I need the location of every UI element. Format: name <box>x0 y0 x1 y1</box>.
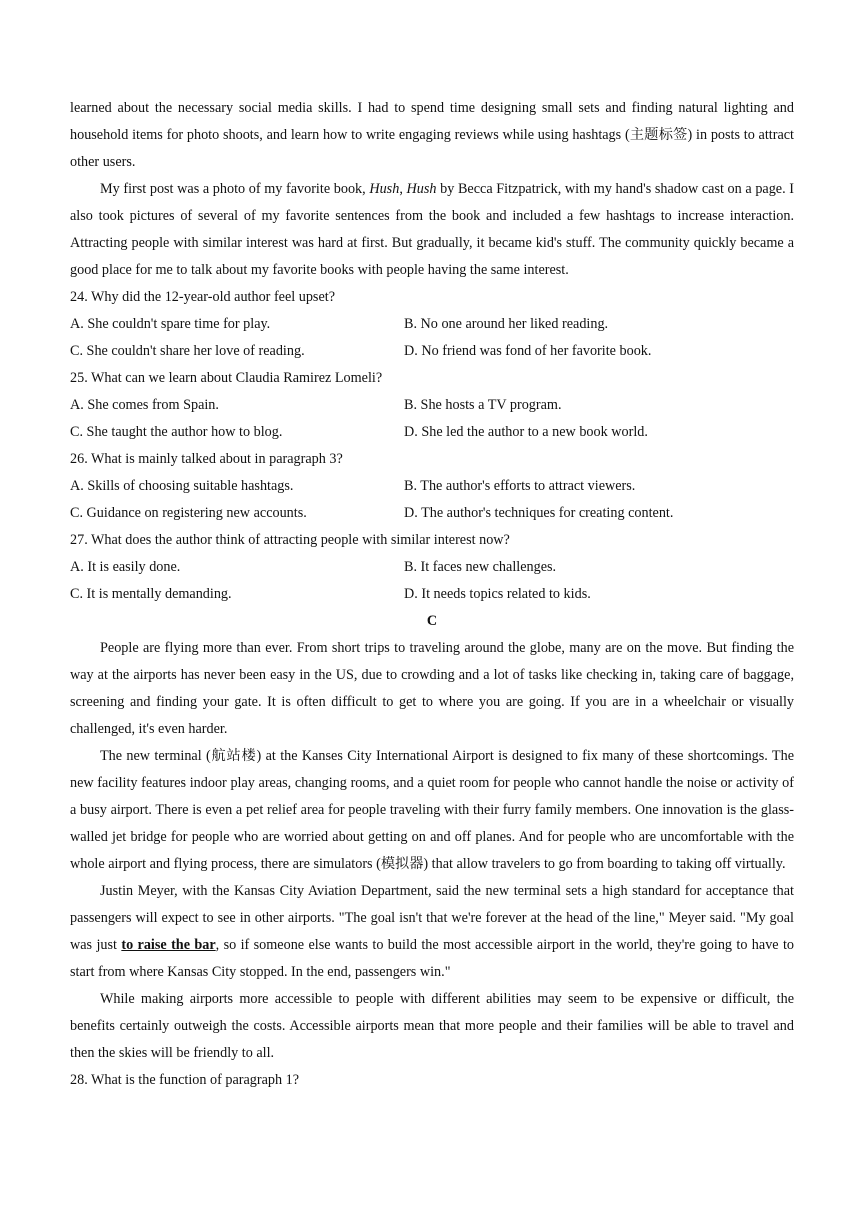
options-row <box>70 473 794 500</box>
question-block <box>70 446 794 527</box>
options-row <box>70 419 794 446</box>
option-a: A. Skills of choosing suitable hashtags. <box>70 478 294 494</box>
text-run: My first post was a photo of my favorite book, <box>100 181 370 197</box>
paragraph-skills-end: learned about the necessary social media skills. I had to spend time designing small sets and finding natural lighting and household items for photo shoots, and learn how to write engaging reviews while using hashtags (主题标签) in posts to attract other users. <box>70 100 794 170</box>
option-d: D. The author's techniques for creating content. <box>404 505 674 521</box>
question-stem: 28. What is the function of paragraph 1? <box>70 1072 300 1088</box>
book-title-italic: Hush <box>406 181 437 197</box>
options-row <box>70 392 794 419</box>
option-b: B. It faces new challenges. <box>404 559 557 575</box>
option-a: A. It is easily done. <box>70 559 181 575</box>
paragraph-first-post <box>70 176 794 284</box>
option-a: A. She couldn't spare time for play. <box>70 316 271 332</box>
question-block <box>70 527 794 608</box>
paragraph-new-terminal: The new terminal (航站楼) at the Kanses City International Airport is designed to fix many of these shortcomings. The new facility features indoor play areas, changing rooms, and a quiet room for people who cannot handle the noise or activity of a busy airport. There is even a pet relief area for people traveling with their furry family members. One innovation is the glass-walled jet bridge for people who are worried about getting on and off planes. And for people who are uncomfortable with the whole airport and flying process, there are simulators (模拟器) that allow travelers to go from boarding to taking off virtually. <box>70 748 794 872</box>
options-row <box>70 338 794 365</box>
option-d: D. No friend was fond of her favorite book. <box>404 343 652 359</box>
text-run: by Becca Fitzpatrick, with my hand's shadow cast on a page. I also took pictures of several of my favorite sentences from the book and included a few hashtags to increase interaction. Attracting people with similar interest was hard at first. But gradually, it became kid's stuff. The community quickly became a good place for me to talk about my favorite books with people having the same interest. <box>70 181 795 278</box>
underlined-phrase: to raise the bar <box>121 937 216 953</box>
question-stem: 27. What does the author think of attracting people with similar interest now? <box>70 532 510 548</box>
options-row <box>70 311 794 338</box>
option-c: C. It is mentally demanding. <box>70 586 232 602</box>
options-row <box>70 500 794 527</box>
option-c: C. Guidance on registering new accounts. <box>70 505 307 521</box>
text-run: Justin Meyer, with the Kansas City Aviation Department, said the new terminal sets a high standard for acceptance that passengers will expect to see in other airports. "The goal isn't that we're forever at the head of the line," Meyer said. "My goal was just <box>70 883 794 953</box>
option-d: D. It needs topics related to kids. <box>404 586 591 602</box>
question-block <box>70 365 794 446</box>
text-run: , <box>399 181 407 197</box>
question-stem: 25. What can we learn about Claudia Ramirez Lomeli? <box>70 370 383 386</box>
option-b: B. No one around her liked reading. <box>404 316 609 332</box>
section-heading: C <box>426 613 438 629</box>
paragraph-justin-meyer <box>70 878 794 986</box>
option-b: B. She hosts a TV program. <box>404 397 562 413</box>
book-title-italic: Hush <box>369 181 400 197</box>
options-row <box>70 581 794 608</box>
paragraph-benefits: While making airports more accessible to people with different abilities may seem to be expensive or difficult, the benefits certainly outweigh the costs. Accessible airports mean that more people and their families will be able to travel and then the skies will be friendly to all. <box>70 991 794 1061</box>
question-stem: 26. What is mainly talked about in paragraph 3? <box>70 451 343 467</box>
option-d: D. She led the author to a new book world. <box>404 424 648 440</box>
paragraph-airports-intro: People are flying more than ever. From short trips to traveling around the globe, many are on the move. But finding the way at the airports has never been easy in the US, due to crowding and a lot of tasks like checking in, taking care of baggage, screening and finding your gate. It is often difficult to get to where you are going. If you are in a wheelchair or visually challenged, it's even harder. <box>70 640 794 737</box>
question-block <box>70 284 794 365</box>
option-a: A. She comes from Spain. <box>70 397 219 413</box>
options-row <box>70 554 794 581</box>
text-run: , so if someone else wants to build the most accessible airport in the world, they're going to have to start from where Kansas City stopped. In the end, passengers win." <box>70 937 795 980</box>
question-stem: 24. Why did the 12-year-old author feel upset? <box>70 289 335 305</box>
option-c: C. She couldn't share her love of reading. <box>70 343 305 359</box>
option-c: C. She taught the author how to blog. <box>70 424 283 440</box>
option-b: B. The author's efforts to attract viewers. <box>404 478 636 494</box>
